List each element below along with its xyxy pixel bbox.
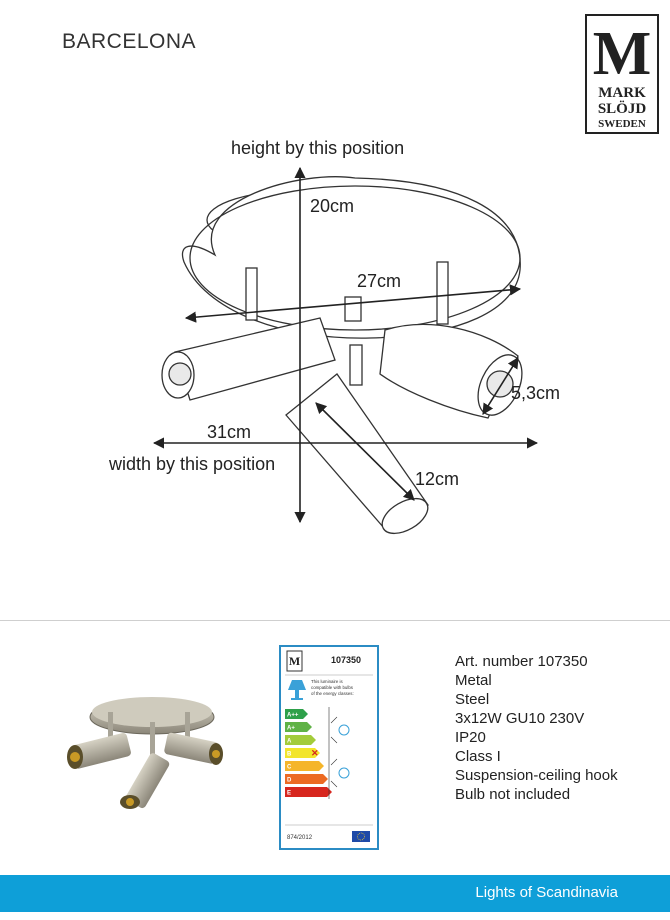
height-value: 20cm	[310, 196, 355, 216]
svg-text:MARK: MARK	[598, 85, 646, 101]
energy-class-label: B	[287, 751, 292, 758]
spec-item: IP20	[455, 729, 486, 746]
product-photo	[60, 672, 225, 812]
svg-text:of the energy classes:: of the energy classes:	[311, 691, 354, 696]
energy-class-label: A++	[287, 712, 299, 719]
energy-class-label: A	[287, 738, 292, 745]
section-divider	[0, 620, 670, 621]
product-title: BARCELONA	[62, 30, 197, 53]
width-value: 31cm	[207, 422, 252, 442]
energy-class-bar	[285, 774, 328, 784]
spec-item: Art. number 107350	[455, 653, 588, 670]
svg-text:M: M	[592, 20, 652, 88]
svg-text:M: M	[288, 654, 301, 668]
svg-text:compatible with bulbs: compatible with bulbs	[311, 685, 353, 690]
spec-item: Bulb not included	[455, 786, 571, 803]
energy-class-bar	[285, 787, 332, 797]
width-note: width by this position	[109, 454, 276, 474]
energy-class-label: C	[287, 764, 292, 771]
spec-item: 3x12W GU10 230V	[455, 710, 585, 727]
energy-class-label: E	[287, 790, 292, 797]
spec-item: Suspension-ceiling hook	[455, 767, 618, 784]
spot-length-value: 12cm	[415, 469, 460, 489]
energy-label	[279, 645, 379, 850]
footer-bar	[0, 875, 670, 912]
energy-class-label: D	[287, 777, 292, 784]
svg-text:This luminaire is: This luminaire is	[311, 679, 343, 684]
dimension-drawing	[0, 120, 670, 600]
svg-text:107350: 107350	[331, 655, 362, 665]
svg-text:SLÖJD: SLÖJD	[597, 101, 647, 117]
svg-text:SWEDEN: SWEDEN	[598, 118, 646, 130]
spec-list	[455, 652, 618, 804]
svg-text:874/2012: 874/2012	[287, 835, 313, 841]
lamp-outline	[162, 177, 531, 541]
diameter-value: 27cm	[357, 271, 402, 291]
footer-tagline: Lights of Scandinavia	[475, 884, 618, 901]
energy-class-label: A+	[287, 725, 295, 732]
spec-item: Class I	[455, 748, 501, 765]
spot-diameter-value: 5,3cm	[511, 383, 561, 403]
spec-item: Metal	[455, 672, 492, 689]
incompatible-x-icon: ✕	[311, 748, 319, 758]
height-note: height by this position	[231, 138, 405, 158]
markslojd-logo	[585, 14, 659, 134]
spec-item: Steel	[455, 691, 490, 708]
